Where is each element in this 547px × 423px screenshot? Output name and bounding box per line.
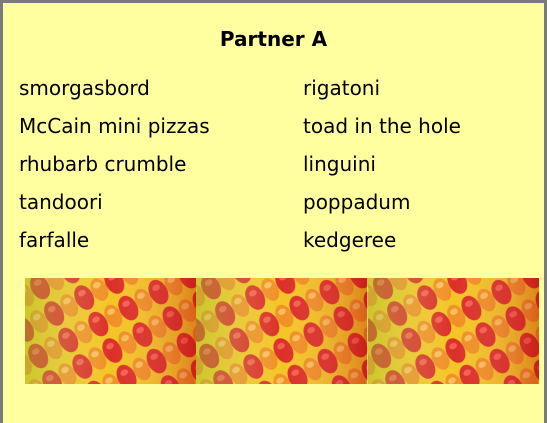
card-title: Partner A [219,27,328,51]
list-item: McCain mini pizzas [19,114,210,138]
list-item: rhubarb crumble [19,152,187,176]
list-item: linguini [303,152,376,176]
list-item: smorgasbord [19,76,150,100]
gummy-bears-tile [368,278,539,384]
left-word-list [19,69,210,259]
list-item: tandoori [19,190,103,214]
list-item: farfalle [19,228,90,252]
gummy-bears-tile [196,278,367,384]
list-item: rigatoni [303,76,381,100]
list-item: poppadum [303,190,411,214]
list-item: toad in the hole [303,114,461,138]
right-word-list [303,69,461,259]
gummy-bears-tile [25,278,196,384]
list-item: kedgeree [303,228,397,252]
gummy-bears-image [25,278,539,384]
